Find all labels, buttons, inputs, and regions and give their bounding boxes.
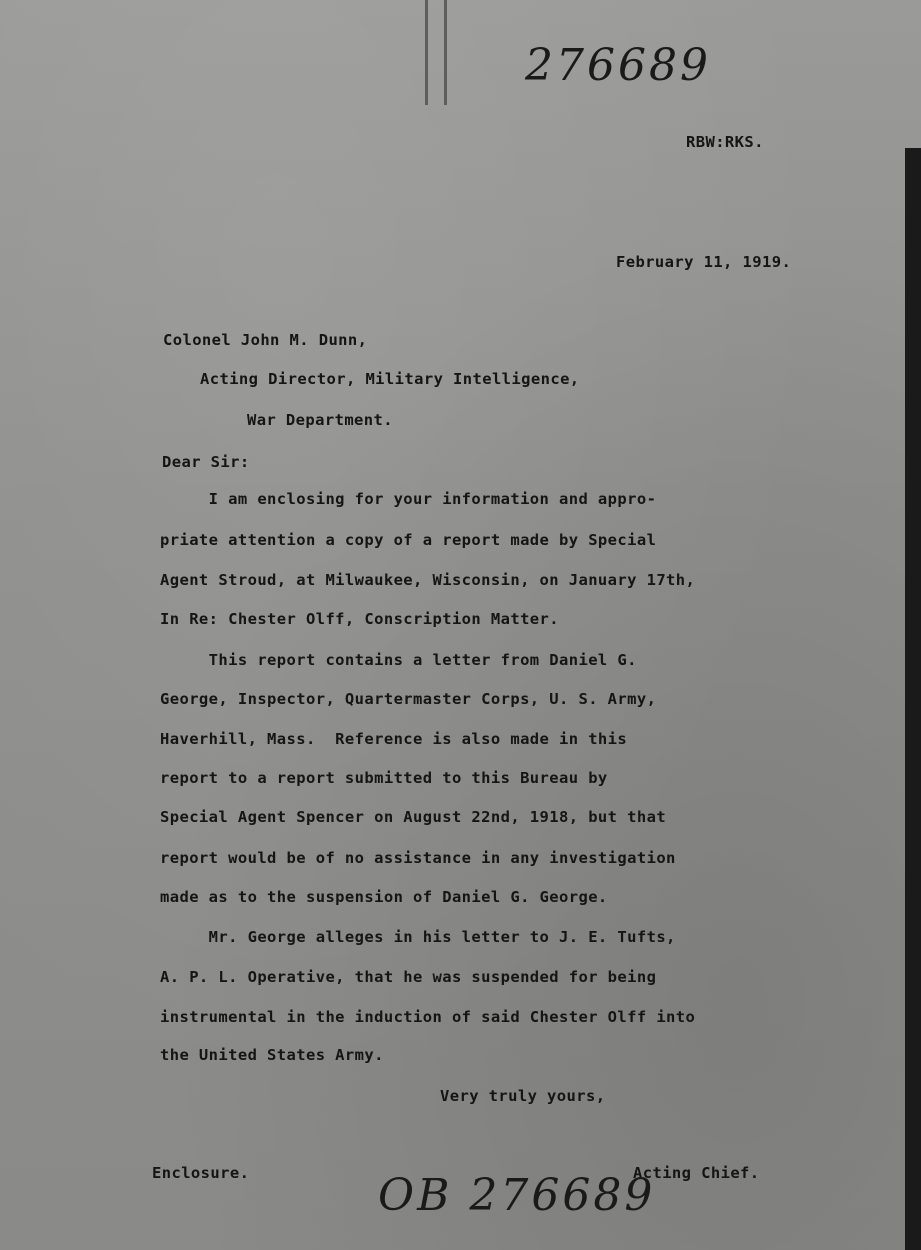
body-line: report would be of no assistance in any investigation: [160, 849, 676, 867]
body-line: Agent Stroud, at Milwaukee, Wisconsin, on January 17th,: [160, 571, 696, 589]
body-line: In Re: Chester Olff, Conscription Matter.: [160, 610, 560, 628]
body-line: Mr. George alleges in his letter to J. E. Tufts,: [160, 928, 676, 946]
scan-edge-border: [905, 148, 921, 1250]
recipient-title: Acting Director, Military Intelligence,: [200, 370, 580, 388]
recipient-department: War Department.: [247, 411, 393, 429]
body-line: Special Agent Spencer on August 22nd, 1918, but that: [160, 808, 667, 826]
complimentary-closing: Very truly yours,: [440, 1087, 606, 1105]
letter-date: February 11, 1919.: [616, 253, 792, 271]
body-line: the United States Army.: [160, 1046, 384, 1064]
body-line: Haverhill, Mass. Reference is also made in this: [160, 730, 628, 748]
body-line: priate attention a copy of a report made by Special: [160, 531, 657, 549]
salutation: Dear Sir:: [162, 453, 250, 471]
recipient-name: Colonel John M. Dunn,: [163, 331, 368, 349]
body-line: made as to the suspension of Daniel G. George.: [160, 888, 608, 906]
enclosure-note: Enclosure.: [152, 1164, 250, 1182]
body-line: A. P. L. Operative, that he was suspended for being: [160, 968, 657, 986]
reference-initials: RBW:RKS.: [686, 133, 764, 151]
signature-title: Acting Chief.: [633, 1164, 760, 1182]
body-line: instrumental in the induction of said Chester Olff into: [160, 1008, 696, 1026]
handwritten-bottom-number: OB 276689: [378, 1170, 656, 1221]
body-line: report to a report submitted to this Bureau by: [160, 769, 608, 787]
body-line: This report contains a letter from Daniel G.: [160, 651, 637, 669]
handwritten-file-number: 276689: [525, 40, 711, 91]
body-line: I am enclosing for your information and appro-: [160, 490, 657, 508]
paper-crease-mark: [425, 0, 447, 105]
body-line: George, Inspector, Quartermaster Corps, U. S. Army,: [160, 690, 657, 708]
